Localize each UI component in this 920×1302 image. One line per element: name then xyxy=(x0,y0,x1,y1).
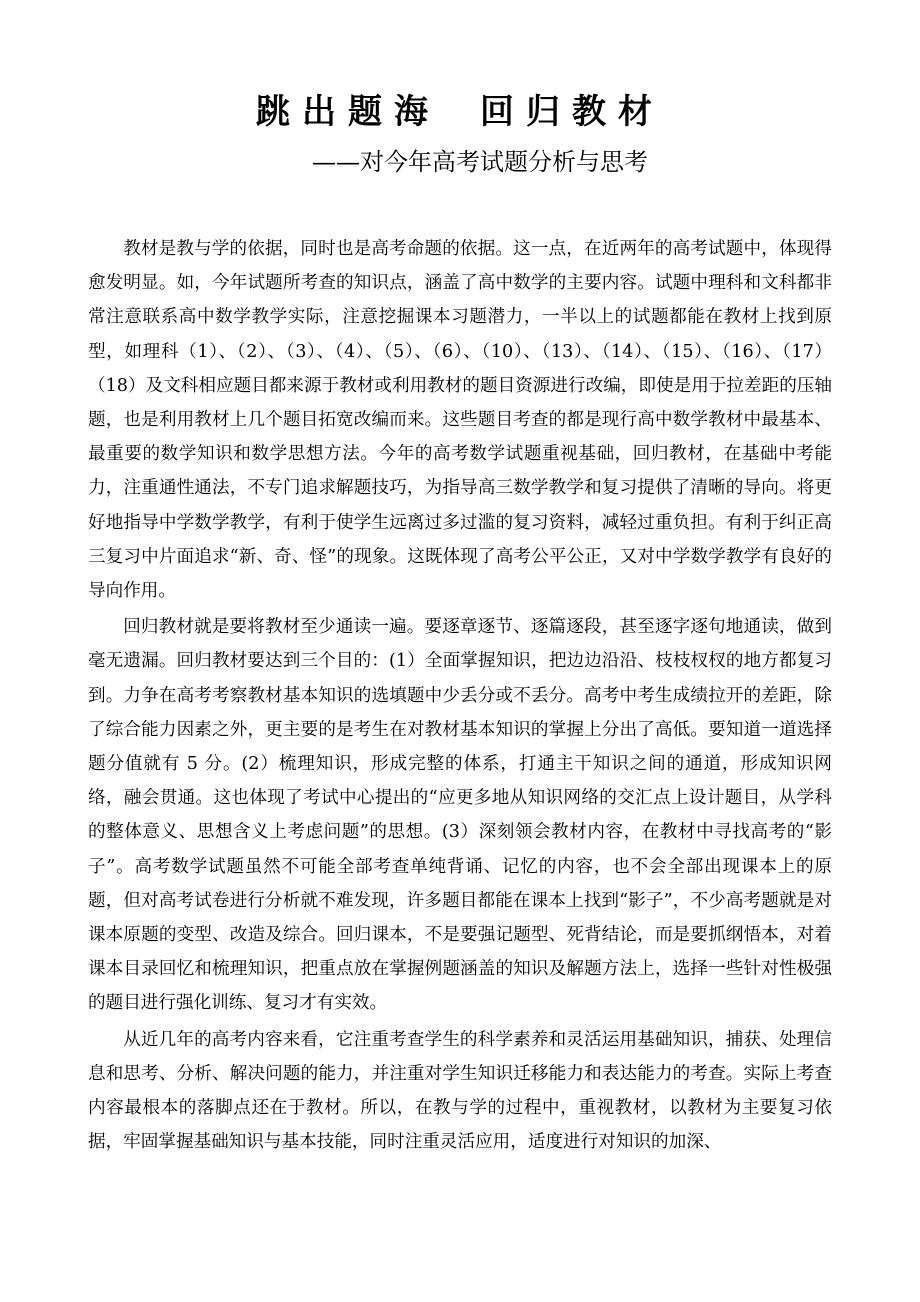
paragraph-1: 教材是教与学的依据，同时也是高考命题的依据。这一点，在近两年的高考试题中，体现得愈发明显。如，今年试题所考查的知识点，涵盖了高中数学的主要内容。试题中理科和文科都非常注意联系高中数学教学实际，注意挖掘课本习题潜力，一半以上的试题都能在教材上找到原型，如理科（1）、（2）、（3）、（4）、（5）、（6）、（10）、（13）、（14）、（15）、（16）、（17）（18）及文科相应题目都来源于教材或利用教材的题目资源进行改编，即使是用于拉差距的压轴题，也是利用教材上几个题目拓宽改编而来。这些题目考查的都是现行高中数学教材中最基本、最重要的数学知识和数学思想方法。今年的高考数学试题重视基础，回归教材，在基础中考能力，注重通性通法，不专门追求解题技巧，为指导高三数学教学和复习提供了清晰的导向。将更好地指导中学数学教学，有利于使学生远离过多过滥的复习资料，减轻过重负担。有利于纠正高三复习中片面追求“新、奇、怪”的现象。这既体现了高考公平公正，又对中学数学教学有良好的导向作用。 xyxy=(88,239,832,602)
document-body xyxy=(88,232,832,1161)
title-part-1: 跳出题海 xyxy=(256,92,440,132)
title-part-2: 回归教材 xyxy=(480,92,664,132)
document-subtitle: ——对今年高考试题分析与思考 xyxy=(312,148,648,176)
document-title xyxy=(0,90,920,134)
paragraph-2: 回归教材就是要将教材至少通读一遍。要逐章逐节、逐篇逐段，甚至逐字逐句地通读，做到毫无遗漏。回归教材要达到三个目的：(1）全面掌握知识，把边边沿沿、枝枝杈杈的地方都复习到。力争在高考考察教材基本知识的选填题中少丢分或不丢分。高考中考生成绩拉开的差距，除了综合能力因素之外，更主要的是考生在对教材基本知识的掌握上分出了高低。要知道一道选择题分值就有 5 分。(2）梳理知识，形成完整的体系，打通主干知识之间的通道，形成知识网络，融会贯通。这也体现了考试中心提出的“应更多地从知识网络的交汇点上设计题目，从学科的整体意义、思想含义上考虑问题”的思想。(3）深刻领会教材内容，在教材中寻找高考的“影子”。高考数学试题虽然不可能全部考查单纯背诵、记忆的内容，也不会全部出现课本上的原题，但对高考试卷进行分析就不难发现，许多题目都能在课本上找到“影子”，不少高考题就是对课本原题的变型、改造及综合。回归课本，不是要强记题型、死背结论，而是要抓纲悟本，对着课本目录回忆和梳理知识，把重点放在掌握例题涵盖的知识及解题方法上，选择一些针对性极强的题目进行强化训练、复习才有实效。 xyxy=(88,617,832,1014)
paragraph-3: 从近几年的高考内容来看，它注重考查学生的科学素养和灵活运用基础知识，捕获、处理信息和思考、分析、解决问题的能力，并注重对学生知识迁移能力和表达能力的考查。实际上考查内容最根本的落脚点还在于教材。所以，在教与学的过程中，重视教材，以教材为主要复习依据，牢固掌握基础知识与基本技能，同时注重灵活应用，适度进行对知识的加深、 xyxy=(88,1029,832,1153)
